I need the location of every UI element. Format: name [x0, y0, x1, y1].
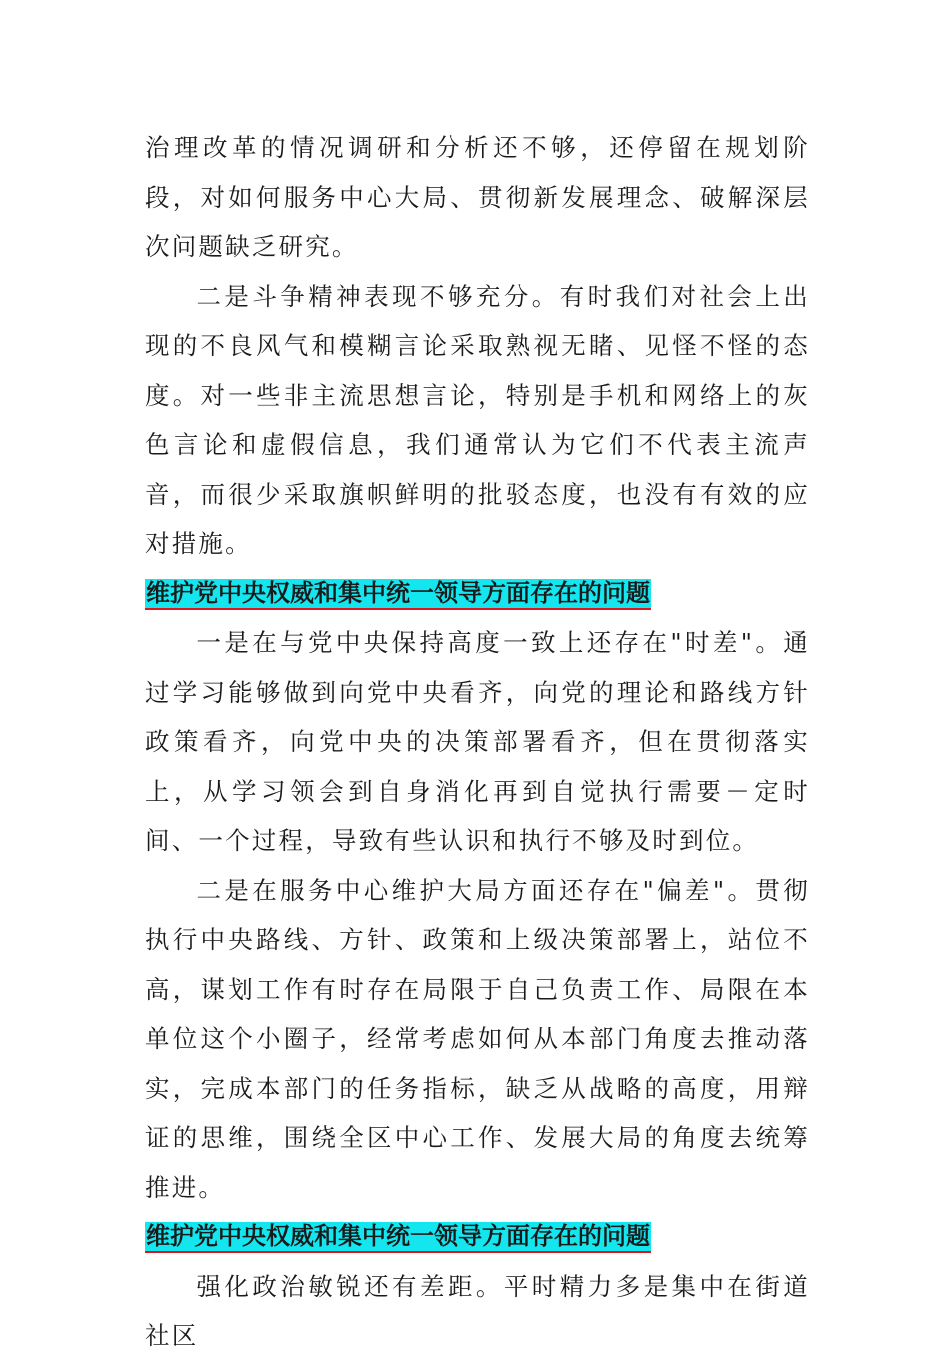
paragraph-political-sensitivity: 强化政治敏锐还有差距。平时精力多是集中在街道社区 — [145, 1271, 810, 1350]
section-heading-1 — [145, 569, 810, 619]
section-heading-2 — [145, 1212, 810, 1262]
paragraph-time-lag: 一是在与党中央保持高度一致上还存在"时差"。通过学习能够做到向党中央看齐，向党的理论和路线方针政策看齐，向党中央的决策部署看齐，但在贯彻落实上，从学习领会到自身消化再到自觉执行需要－定时间、一个过程，导致有些认识和执行不够及时到位。 — [145, 628, 810, 855]
document-body — [145, 123, 810, 1361]
paragraph-deviation: 二是在服务中心维护大局方面还存在"偏差"。贯彻执行中央路线、方针、政策和上级决策部署上，站位不高，谋划工作有时存在局限于自己负责工作、局限在本单位这个小圈子，经常考虑如何从本部门角度去推动落实，完成本部门的任务指标，缺乏从战略的高度，用辩证的思维，围绕全区中心工作、发展大局的角度去统筹推进。 — [145, 875, 810, 1202]
highlighted-heading-text: 维护党中央权威和集中统一领导方面存在的问题 — [145, 579, 651, 610]
paragraph-struggle-spirit: 二是斗争精神表现不够充分。有时我们对社会上出现的不良风气和模糊言论采取熟视无睹、见怪不怪的态度。对一些非主流思想言论，特别是手机和网络上的灰色言论和虚假信息，我们通常认为它们不代表主流声音，而很少采取旗帜鲜明的批驳态度，也没有有效的应对措施。 — [145, 281, 810, 558]
highlighted-heading-text: 维护党中央权威和集中统一领导方面存在的问题 — [145, 1222, 651, 1253]
paragraph-continuation: 治理改革的情况调研和分析还不够，还停留在规划阶段，对如何服务中心大局、贯彻新发展理念、破解深层次问题缺乏研究。 — [145, 133, 810, 261]
